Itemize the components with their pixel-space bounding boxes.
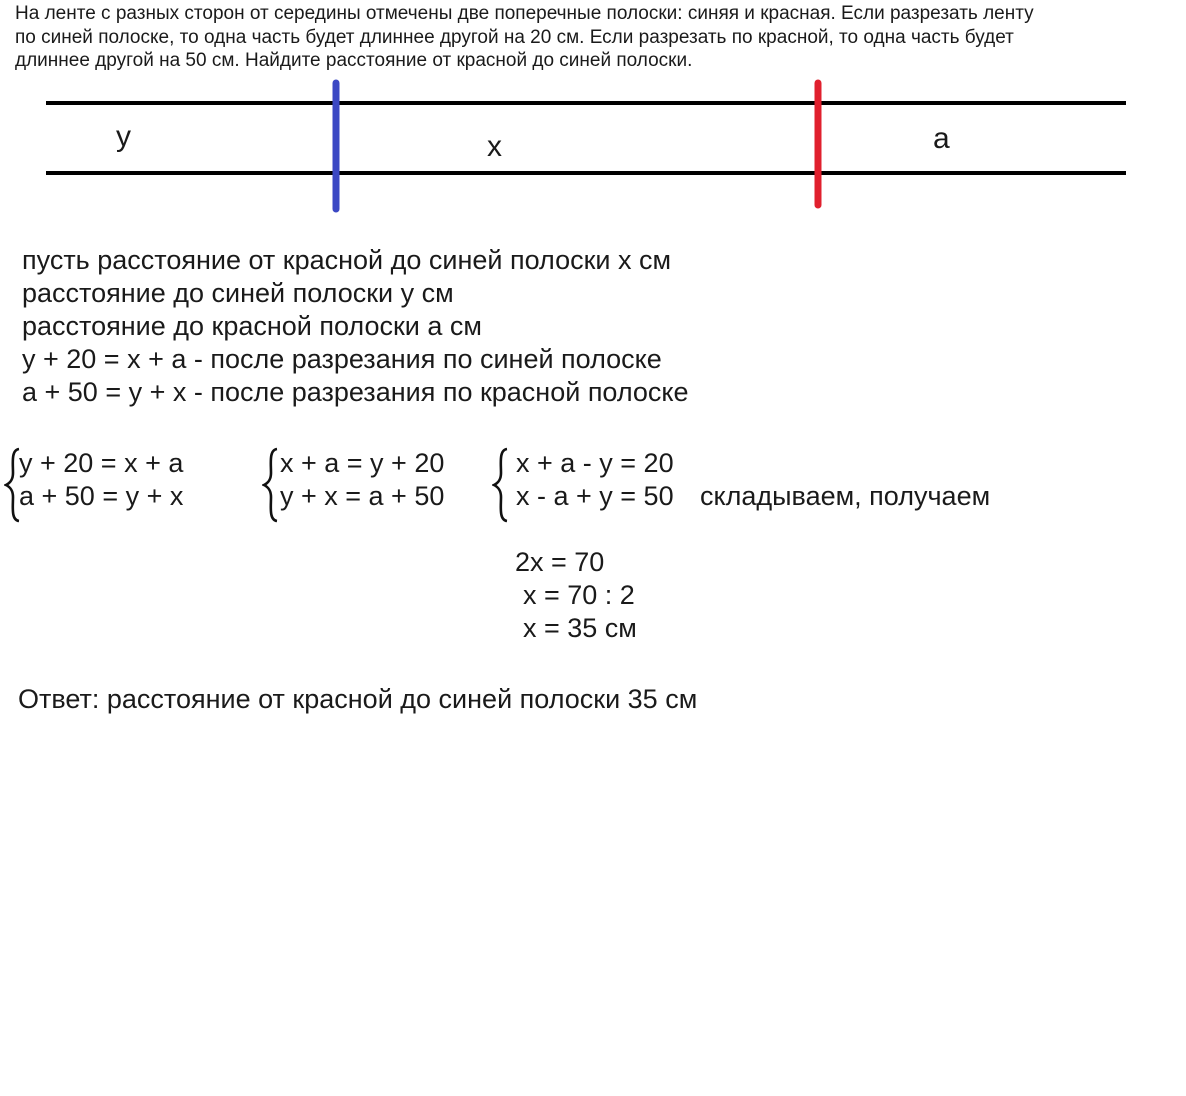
segment-label-x: x: [487, 130, 502, 163]
solution-line-2: расстояние до синей полоски y см: [22, 278, 454, 308]
problem-line-1: На ленте с разных сторон от середины отмечены две поперечные полоски: синяя и красная. Если разрезать ленту: [15, 3, 1034, 24]
system-2-line-2: y + x = a + 50: [280, 481, 445, 511]
summing-note: складываем, получаем: [700, 481, 991, 511]
curly-brace-icon: [262, 447, 280, 523]
solution-line-1: пусть расстояние от красной до синей полоски x см: [22, 245, 672, 275]
answer-text: Ответ: расстояние от красной до синей полоски 35 см: [18, 684, 698, 714]
result-line-1: 2x = 70: [515, 547, 605, 577]
system-1-line-2: a + 50 = y + x: [19, 481, 184, 511]
system-3-line-1: x + a - y = 20: [516, 448, 674, 478]
problem-line-3: длиннее другой на 50 см. Найдите расстояние от красной до синей полоски.: [15, 50, 693, 71]
system-3-line-2: x - a + y = 50: [516, 481, 674, 511]
result-line-2: x = 70 : 2: [523, 580, 635, 610]
problem-line-2: по синей полоске, то одна часть будет длиннее другой на 20 см. Если разрезать по красной, то одна часть будет: [15, 26, 1014, 48]
segment-label-y: y: [116, 120, 131, 153]
ribbon-diagram: [0, 0, 1186, 220]
system-1-line-1: y + 20 = x + a: [19, 448, 184, 478]
system-2-line-1: x + a = y + 20: [280, 448, 445, 478]
solution-text: [22, 244, 689, 409]
result-block: [515, 546, 637, 645]
segment-label-a: a: [933, 122, 950, 155]
result-line-3: x = 35 см: [523, 613, 637, 643]
solution-line-5: a + 50 = y + x - после разрезания по красной полоске: [22, 377, 689, 407]
solution-line-3: расстояние до красной полоски a см: [22, 311, 482, 341]
solution-line-4: y + 20 = x + a - после разрезания по синей полоске: [22, 344, 662, 374]
curly-brace-icon: [492, 447, 510, 523]
